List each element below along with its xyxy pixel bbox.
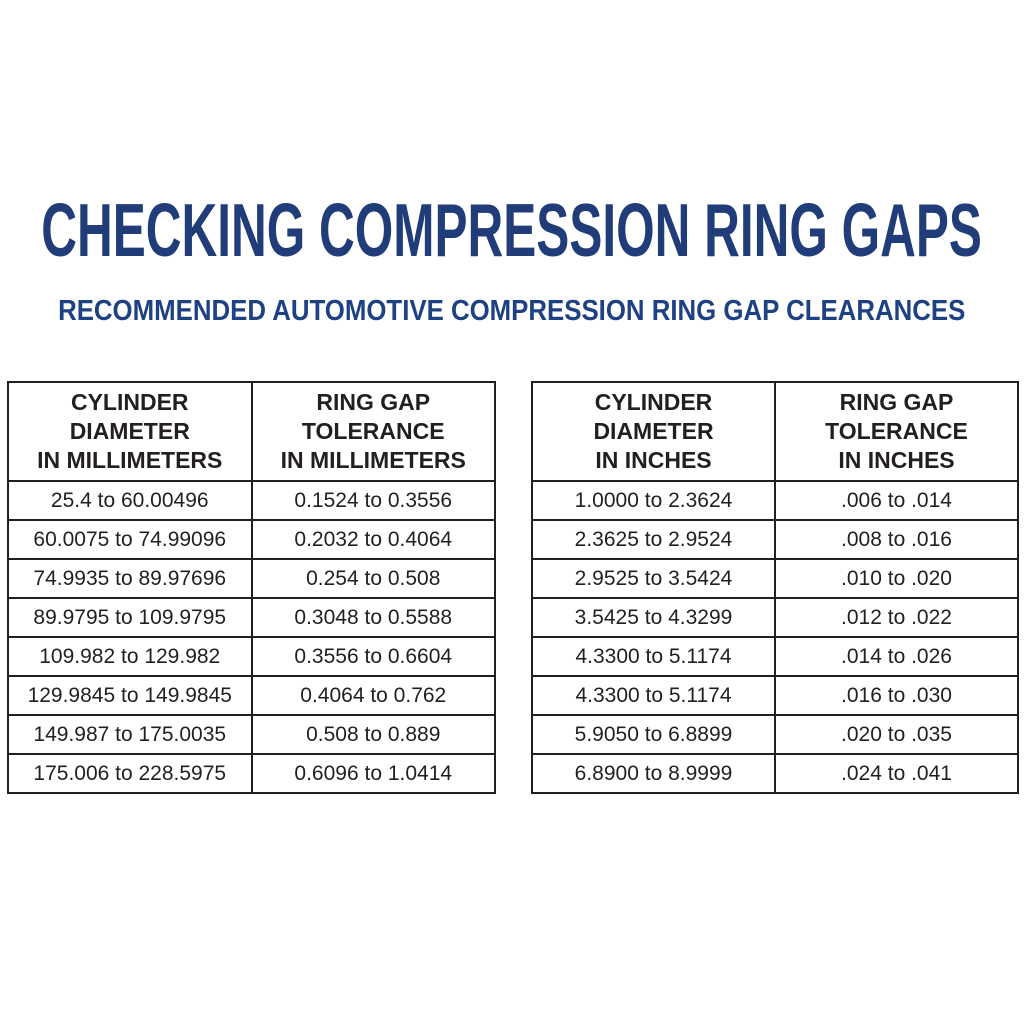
subtitle-container	[0, 297, 1024, 326]
table-cell: .014 to .026	[775, 637, 1018, 676]
table-row	[8, 715, 495, 754]
table-cell: 4.3300 to 5.1174	[532, 676, 775, 715]
millimeters-table-head	[8, 382, 495, 481]
table-cell: .010 to .020	[775, 559, 1018, 598]
table-cell: 149.987 to 175.0035	[8, 715, 252, 754]
table-cell: 0.508 to 0.889	[252, 715, 496, 754]
column-header-ring-gap-tolerance-in	[775, 382, 1018, 481]
header-line: CYLINDER	[70, 389, 189, 415]
table-cell: 1.0000 to 2.3624	[532, 481, 775, 520]
table-cell: .008 to .016	[775, 520, 1018, 559]
table-row	[8, 637, 495, 676]
header-row	[532, 382, 1018, 481]
table-cell: 0.6096 to 1.0414	[252, 754, 496, 793]
table-cell: 0.3048 to 0.5588	[252, 598, 496, 637]
table-cell: 25.4 to 60.00496	[8, 481, 252, 520]
table-row	[532, 520, 1018, 559]
table-row	[8, 481, 495, 520]
table-row	[532, 754, 1018, 793]
header-line: IN MILLIMETERS	[37, 447, 223, 473]
millimeters-table	[7, 381, 496, 794]
page-title: CHECKING COMPRESSION RING GAPS	[41, 188, 983, 272]
header-line: DIAMETER	[69, 418, 190, 444]
table-cell: 5.9050 to 6.8899	[532, 715, 775, 754]
column-header-ring-gap-tolerance-mm	[252, 382, 496, 481]
table-row	[532, 637, 1018, 676]
table-cell: 6.8900 to 8.9999	[532, 754, 775, 793]
table-row	[8, 676, 495, 715]
header-line: CYLINDER	[594, 389, 713, 415]
table-cell: .020 to .035	[775, 715, 1018, 754]
table-cell: 2.9525 to 3.5424	[532, 559, 775, 598]
table-row	[532, 481, 1018, 520]
table-cell: 0.2032 to 0.4064	[252, 520, 496, 559]
title-container	[0, 188, 1024, 272]
column-header-cylinder-diameter-in	[532, 382, 775, 481]
table-cell: 175.006 to 228.5975	[8, 754, 252, 793]
header-line: DIAMETER	[593, 418, 714, 444]
table-cell: 0.4064 to 0.762	[252, 676, 496, 715]
table-cell: .012 to .022	[775, 598, 1018, 637]
header-line: IN MILLIMETERS	[280, 447, 466, 473]
header-row	[8, 382, 495, 481]
table-cell: 109.982 to 129.982	[8, 637, 252, 676]
table-cell: 0.254 to 0.508	[252, 559, 496, 598]
column-header-cylinder-diameter-mm	[8, 382, 252, 481]
table-cell: 0.1524 to 0.3556	[252, 481, 496, 520]
header-line: RING GAP	[316, 389, 431, 415]
table-cell: 4.3300 to 5.1174	[532, 637, 775, 676]
inches-table	[531, 381, 1019, 794]
header-line: RING GAP	[839, 389, 954, 415]
table-cell: 74.9935 to 89.97696	[8, 559, 252, 598]
table-row	[532, 598, 1018, 637]
table-cell: 2.3625 to 2.9524	[532, 520, 775, 559]
header-line: TOLERANCE	[825, 418, 968, 444]
table-cell: 89.9795 to 109.9795	[8, 598, 252, 637]
millimeters-table-body	[8, 481, 495, 793]
inches-table-head	[532, 382, 1018, 481]
header-line: IN INCHES	[595, 447, 712, 473]
table-cell: 0.3556 to 0.6604	[252, 637, 496, 676]
table-row	[532, 676, 1018, 715]
header-line: IN INCHES	[838, 447, 955, 473]
inches-table-body	[532, 481, 1018, 793]
table-cell: .024 to .041	[775, 754, 1018, 793]
table-cell: 60.0075 to 74.99096	[8, 520, 252, 559]
table-cell: 129.9845 to 149.9845	[8, 676, 252, 715]
tables-row	[0, 381, 1024, 796]
table-cell: 3.5425 to 4.3299	[532, 598, 775, 637]
header-line: TOLERANCE	[301, 418, 445, 444]
table-row	[8, 559, 495, 598]
table-row	[532, 715, 1018, 754]
table-row	[8, 598, 495, 637]
table-row	[8, 520, 495, 559]
table-cell: .016 to .030	[775, 676, 1018, 715]
table-row	[532, 559, 1018, 598]
table-row	[8, 754, 495, 793]
table-cell: .006 to .014	[775, 481, 1018, 520]
page-subtitle: RECOMMENDED AUTOMOTIVE COMPRESSION RING GAP CLEARANCES	[58, 295, 966, 327]
